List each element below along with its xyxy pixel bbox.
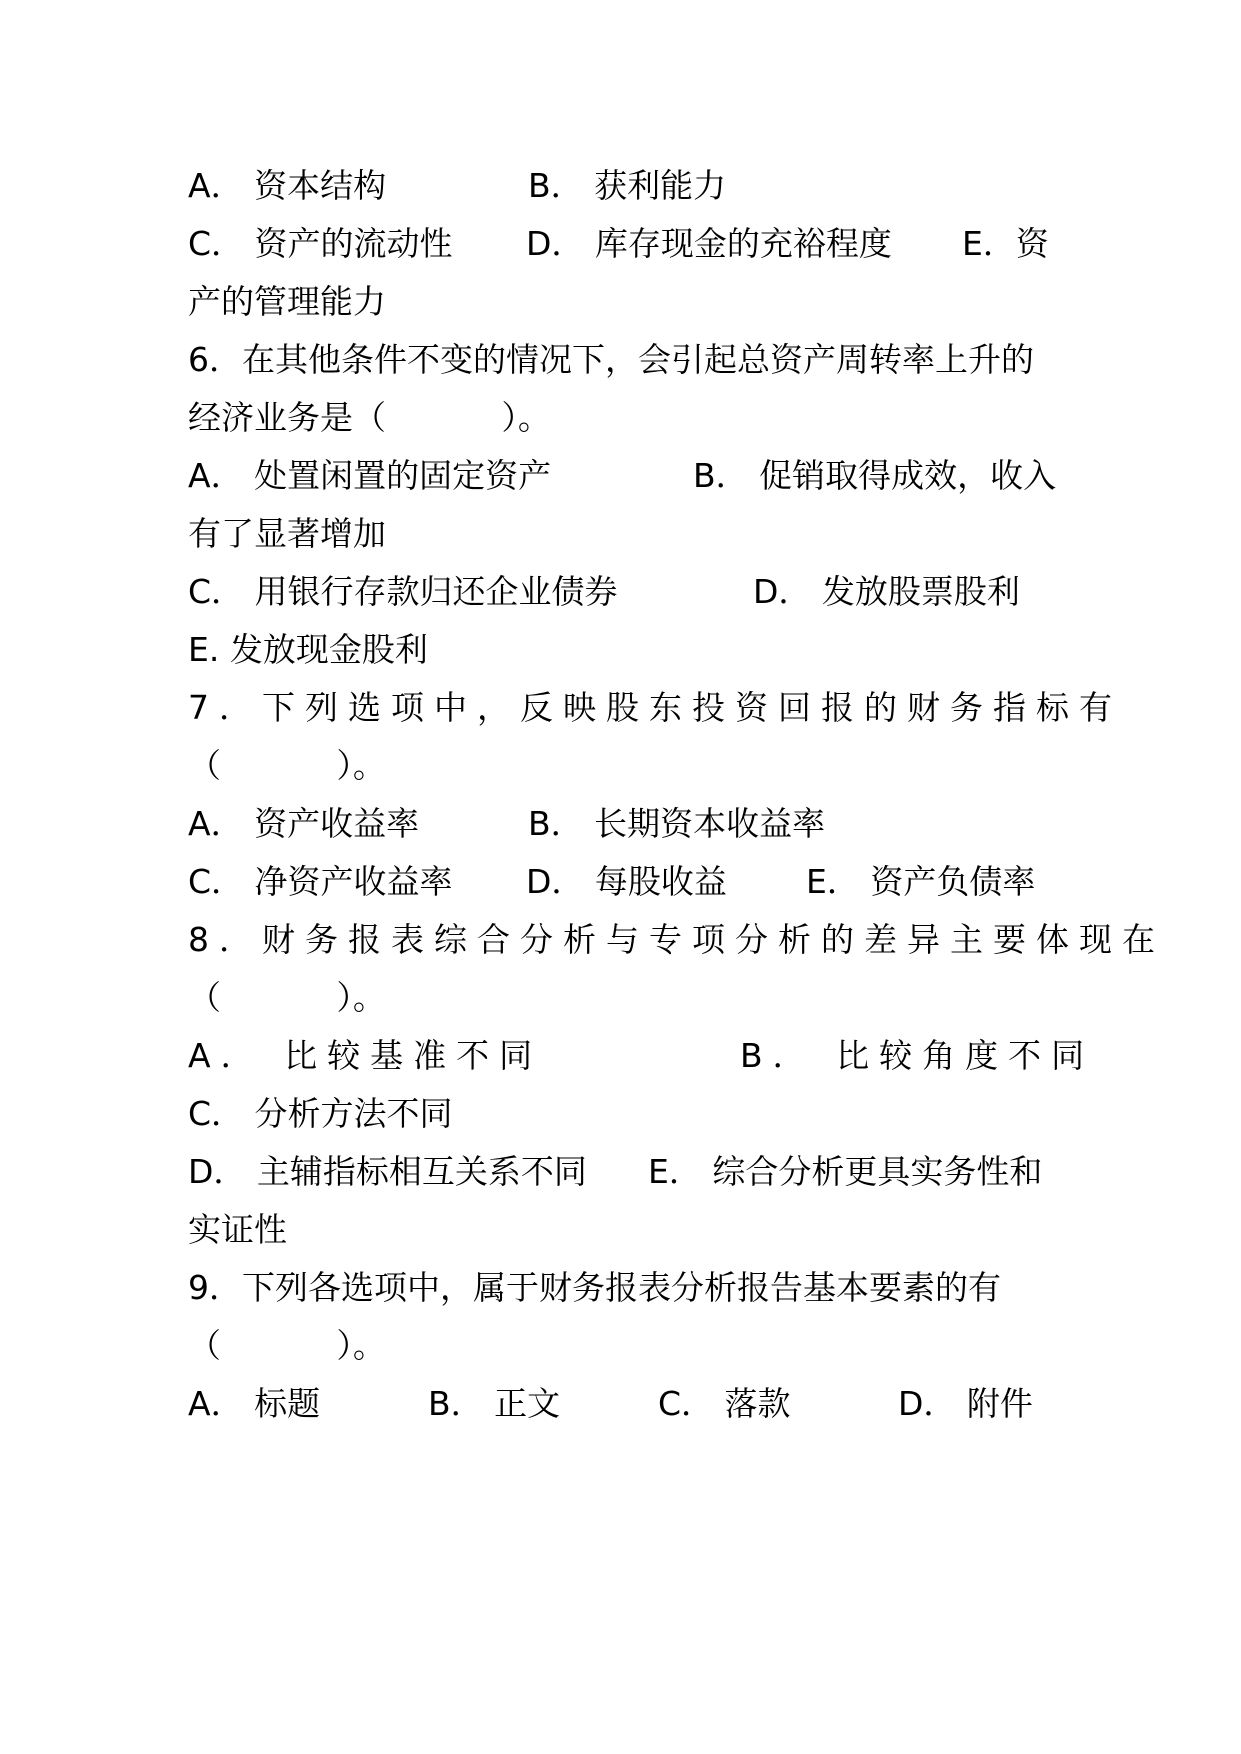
q7-option-e: E． 资产负债率: [806, 862, 1036, 901]
q7-option-a: A． 资产收益率: [188, 804, 420, 843]
q9-answer-blank: （ ）。: [188, 1326, 386, 1365]
q8-option-c: C． 分析方法不同: [188, 1094, 453, 1133]
q9-stem: 9．下列各选项中，属于财务报表分析报告基本要素的有: [188, 1268, 1001, 1307]
q6-option-c: C． 用银行存款归还企业债券: [188, 572, 618, 611]
q8-option-d: D． 主辅指标相互关系不同: [188, 1152, 587, 1191]
q6-option-a: A． 处置闲置的固定资产: [188, 456, 552, 495]
q8-answer-blank: （ ）。: [188, 978, 386, 1017]
q6-option-d: D． 发放股票股利: [753, 572, 1020, 611]
q7-option-c: C． 净资产收益率: [188, 862, 453, 901]
q8-stem: 8．财务报表综合分析与专项分析的差异主要体现在: [188, 920, 1165, 959]
q5-option-e-cont: 产的管理能力: [188, 282, 386, 321]
q6-answer-blank: 经济业务是（ ）。: [188, 398, 551, 437]
q8-option-e-cont: 实证性: [188, 1210, 287, 1249]
q7-answer-blank: （ ）。: [188, 746, 386, 785]
q6-option-e: E. 发放现金股利: [188, 630, 428, 669]
q5-option-b: B． 获利能力: [528, 166, 727, 205]
q9-option-c: C． 落款: [658, 1384, 791, 1423]
q8-option-a: A． 比较基准不同: [188, 1036, 543, 1075]
q8-option-b: B． 比较角度不同: [740, 1036, 1095, 1075]
q5-option-d: D． 库存现金的充裕程度: [526, 224, 892, 263]
q9-option-a: A． 标题: [188, 1384, 321, 1423]
q7-stem: 7．下列选项中，反映股东投资回报的财务指标有: [188, 688, 1122, 727]
q8-option-e: E． 综合分析更具实务性和: [648, 1152, 1043, 1191]
q5-option-e: E．资: [962, 224, 1049, 263]
q6-option-b-cont: 有了显著增加: [188, 514, 386, 553]
q5-option-c: C． 资产的流动性: [188, 224, 453, 263]
q6-stem: 6．在其他条件不变的情况下，会引起总资产周转率上升的: [188, 340, 1034, 379]
q7-option-b: B． 长期资本收益率: [528, 804, 826, 843]
q9-option-d: D． 附件: [898, 1384, 1033, 1423]
q6-option-b: B． 促销取得成效，收入: [693, 456, 1057, 495]
q7-option-d: D． 每股收益: [526, 862, 727, 901]
q5-option-a: A． 资本结构: [188, 166, 387, 205]
q9-option-b: B． 正文: [428, 1384, 561, 1423]
